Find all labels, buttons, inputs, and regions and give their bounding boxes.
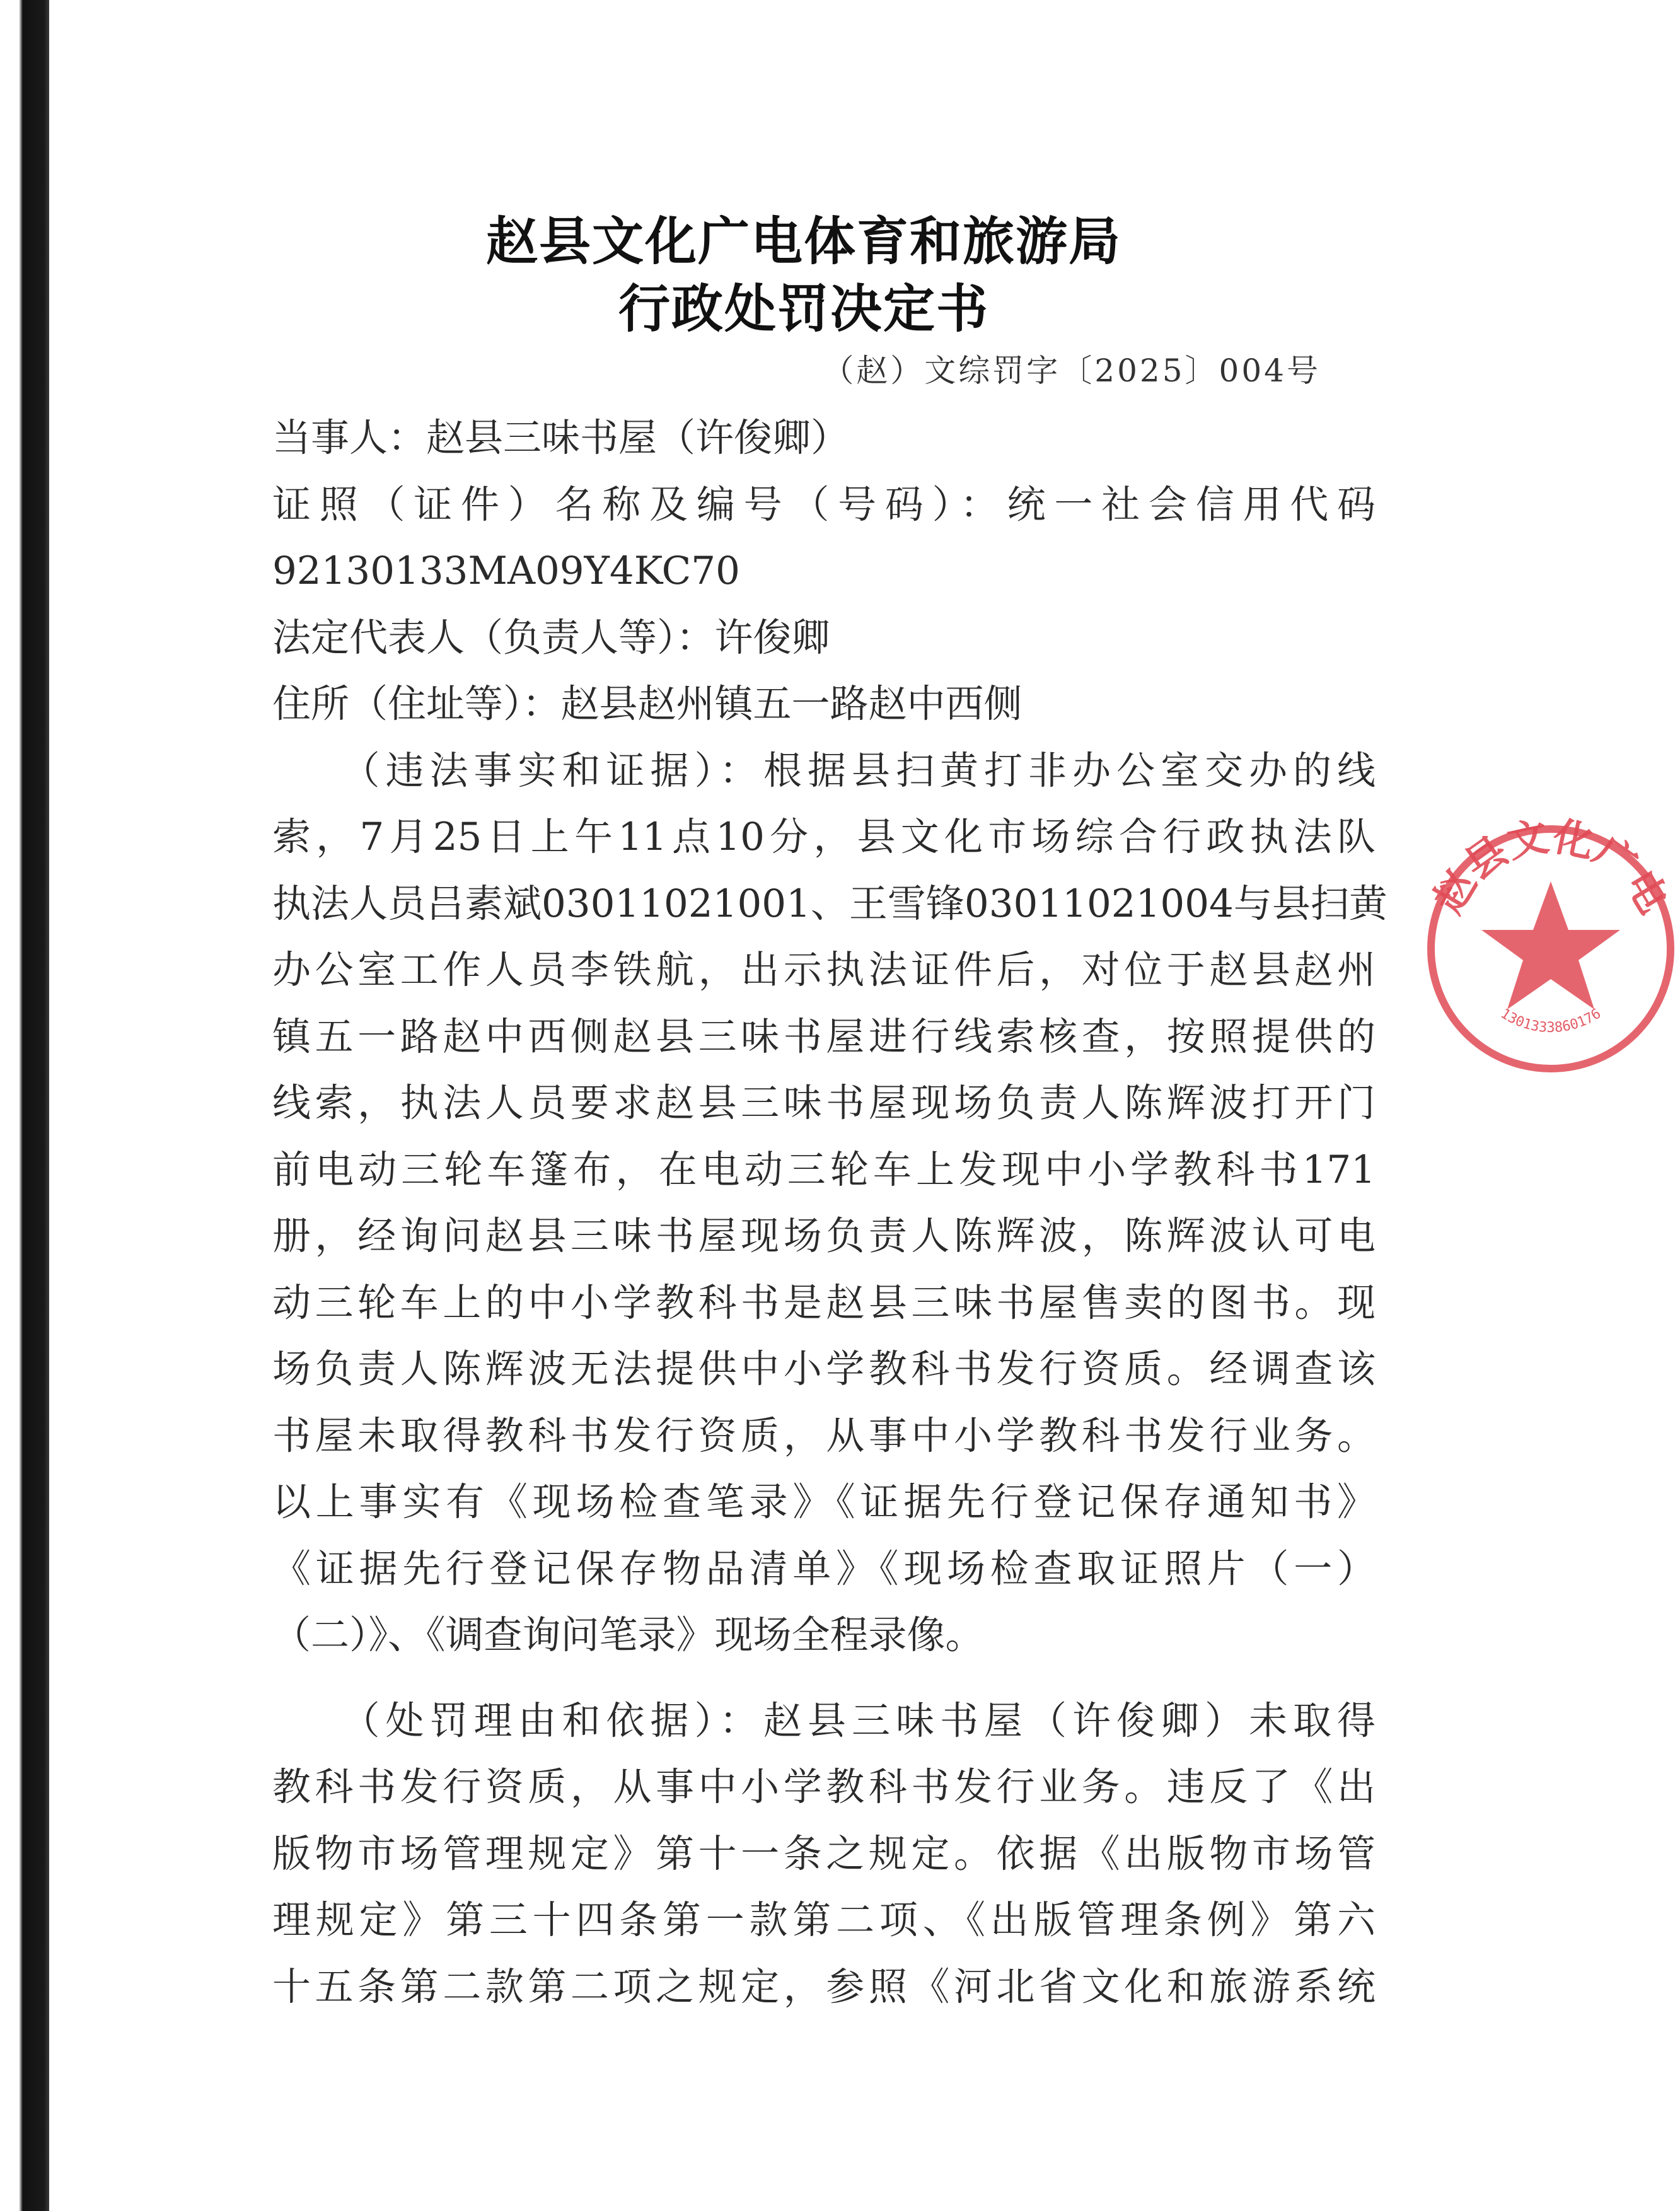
body-line: 当事人：赵县三味书屋（许俊卿）	[272, 415, 850, 460]
body-line: 法定代表人（负责人等）：许俊卿	[272, 615, 830, 660]
seal-star-icon	[1481, 881, 1620, 1009]
body-line: 证照（证件）名称及编号（号码）：统一社会信用代码	[272, 482, 1376, 527]
body-line: 理规定》第三十四条第一款第二项、《出版管理条例》第六	[272, 1898, 1376, 1942]
body-line: 92130133MA09Y4KC70	[272, 548, 740, 593]
body-line: 教科书发行资质，从事中小学教科书发行业务。违反了《出	[272, 1765, 1376, 1809]
body-line: 住所（住址等）：赵县赵州镇五一路赵中西侧	[272, 682, 1022, 726]
body-line: 镇五一路赵中西侧赵县三味书屋进行线索核查，按照提供的	[272, 1014, 1376, 1059]
body-line: （违法事实和证据）：根据县扫黄打非办公室交办的线	[272, 748, 1376, 793]
svg-text:1301333860176	[1498, 1006, 1604, 1036]
body-line: 动三轮车上的中小学教科书是赵县三味书屋售卖的图书。现	[272, 1280, 1376, 1325]
body-line: 十五条第二款第二项之规定，参照《河北省文化和旅游系统	[272, 1964, 1376, 2009]
body-line: 索，7月25日上午11点10分，县文化市场综合行政执法队	[272, 815, 1376, 859]
body-line: （二）》、《调查询问笔录》现场全程录像。	[272, 1613, 984, 1657]
body-line: 以上事实有《现场检查笔录》《证据先行登记保存通知书》	[272, 1480, 1376, 1524]
body-line: 办公室工作人员李铁航，出示执法证件后，对位于赵县赵州	[272, 948, 1376, 992]
body-line: 线索，执法人员要求赵县三味书屋现场负责人陈辉波打开门	[272, 1081, 1376, 1125]
official-seal	[1415, 813, 1680, 1078]
body-line: 版物市场管理规定》第十一条之规定。依据《出版物市场管	[272, 1831, 1376, 1876]
seal-text: 赵县文化广电	[1425, 813, 1677, 922]
body-line: 场负责人陈辉波无法提供中小学教科书发行资质。经调查该	[272, 1347, 1376, 1391]
body-line: 前电动三轮车篷布，在电动三轮车上发现中小学教科书171	[272, 1147, 1376, 1192]
document-title: 赵县文化广电体育和旅游局	[485, 212, 1121, 272]
document-number: （赵）文综罚字〔2025〕004号	[822, 352, 1321, 389]
body-line: （处罚理由和依据）：赵县三味书屋（许俊卿）未取得	[272, 1698, 1376, 1743]
body-line: 《证据先行登记保存物品清单》《现场检查取证照片（一）	[272, 1546, 1376, 1591]
seal-code: 1301333860176	[1497, 1006, 1604, 1036]
document-subtitle: 行政处罚决定书	[618, 279, 989, 339]
body-line: 册，经询问赵县三味书屋现场负责人陈辉波，陈辉波认可电	[272, 1214, 1376, 1258]
body-line: 执法人员吕素斌03011021001、王雪锋03011021004与县扫黄	[272, 881, 1387, 926]
body-line: 书屋未取得教科书发行资质，从事中小学教科书发行业务。	[272, 1413, 1376, 1458]
